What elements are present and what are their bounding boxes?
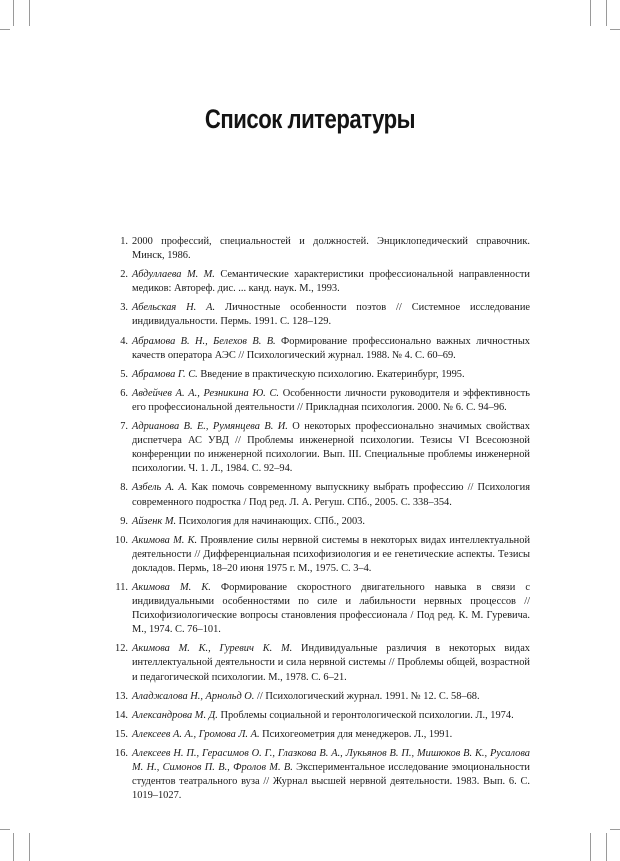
reference-item [112,301,530,329]
reference-text: Проблемы социальной и геронтологической психологии. Л., 1974. [217,709,514,721]
reference-author: Акимова М. К. [132,534,198,546]
reference-item [112,335,530,363]
crop-mark-top-left-inner [29,0,30,26]
reference-item [112,534,530,576]
reference-item [112,235,530,263]
reference-number: 14. [115,709,128,721]
reference-author: Азбель А. А. [132,482,188,494]
crop-mark-top-right-h [610,29,620,30]
reference-text: Личностные особенности поэтов // Системное исследование индивидуальности. Пермь. 1991. С. 128–129. [132,302,530,328]
crop-mark-top-left-h [0,29,10,30]
reference-text: Особенности личности руководителя и эффективность его профессиональной деятельности // Прикладная психология. 2000. № 6. С. 94–96. [132,387,530,413]
crop-mark-bottom-right-inner [606,833,607,861]
reference-text: Формирование профессионально важных личностных качеств оператора АЭС // Психологический журнал. 1988. № 4. С. 60–69. [132,335,531,361]
reference-item [112,690,530,704]
reference-list [112,235,530,808]
reference-number: 10. [115,534,128,546]
reference-number: 11. [115,581,128,593]
reference-number: 7. [120,421,128,433]
reference-text: Семантические характеристики профессиональной направленности медиков: Автореф. дис. ... канд. наук. М., 1993. [132,269,530,295]
reference-number: 15. [115,728,128,740]
reference-item [112,387,530,415]
reference-text: // Психологический журнал. 1991. № 12. С. 58–68. [254,690,480,702]
reference-author: Абрамова В. Н., Белехов В. В. [132,335,276,347]
reference-author: Абдуллаева М. М. [132,269,215,281]
reference-item [112,515,530,529]
reference-author: Абельская Н. А. [132,302,216,314]
reference-number: 8. [120,482,128,494]
reference-number: 2. [120,269,128,281]
reference-text: Экспериментальное исследование эмоциональности студентов театрального вуза // Журнал высшей нервной деятельности. 1983. Вып. 6. С. 1019–1027. [132,762,530,802]
crop-mark-bottom-left-h [0,829,10,830]
page-title: Список литературы [204,104,416,134]
reference-item [112,420,530,476]
reference-text: Психология для начинающих. СПб., 2003. [176,515,365,527]
reference-item [112,747,530,803]
reference-item [112,368,530,382]
reference-author: Александрова М. Д. [132,709,218,721]
reference-author: Аладжалова Н., Арнольд О. [132,690,255,702]
reference-number: 3. [120,302,128,314]
crop-mark-bottom-right-h [610,829,620,830]
reference-author: Айзенк М. [132,515,177,527]
reference-item [112,642,530,684]
reference-author: Алексеев А. А., Громова Л. А. [132,728,260,740]
reference-number: 4. [120,335,128,347]
reference-author: Акимова М. К. [132,581,211,593]
reference-item [112,581,530,637]
reference-author: Акимова М. К., Гуревич К. М. [132,643,293,655]
reference-text: Психогеометрия для менеджеров. Л., 1991. [259,728,453,740]
reference-text: 2000 профессий, специальностей и должностей. Энциклопедический справочник. Минск, 1986. [132,236,530,262]
reference-author: Абрамова Г. С. [132,368,198,380]
crop-mark-bottom-left [13,833,14,861]
crop-mark-top-right-inner [606,0,607,26]
crop-mark-bottom-right [590,833,591,861]
reference-number: 12. [115,643,128,655]
reference-text: Введение в практическую психологию. Екатеринбург, 1995. [197,368,465,380]
reference-number: 6. [120,387,128,399]
reference-author: Алексеев Н. П., Герасимов О. Г., Глазкова В. А., Лукьянов В. П., Мишюков В. К., Русалова М. Н., Симонов П. В., Фролов М. В. [132,747,530,773]
crop-mark-bottom-left-inner [29,833,30,861]
reference-number: 5. [120,368,128,380]
reference-item [112,268,530,296]
reference-author: Адрианова В. Е., Румянцева В. И. [132,421,288,433]
reference-text: Индивидуальные различия в некоторых видах интеллектуальной деятельности и сила нервной системы // Проблемы общей, возрастной и педагогической психологии. М., 1978. С. 6–21. [132,643,530,683]
reference-text: Как помочь современному выпускнику выбрать профессию // Психология современного подростка / Под ред. Л. А. Регуш. СПб., 2005. С. 338–354. [132,482,530,508]
reference-author: Авдейчев А. А., Резникина Ю. С. [132,387,279,399]
reference-number: 1. [120,236,128,247]
reference-item [112,728,530,742]
reference-number: 13. [115,690,128,702]
crop-mark-top-left [13,0,14,26]
reference-number: 9. [120,515,128,527]
reference-item [112,481,530,509]
reference-text: Проявление силы нервной системы в некоторых видах интеллектуальной деятельности // Дифференциальная психофизиология и ее генетические аспекты. Тезисы докладов. Пермь, 18–20 июня 1975 г. М., 1975. С. 3–4. [132,534,530,574]
reference-text: О некоторых профессионально значимых свойствах диспетчера АС УВД // Проблемы инженерной психологии. Тезисы VI Всесоюзной конференции по инженерной психологии. Вып. III. Специальные проблемы инженерной психологии. Ч. 1. Л., 1984. С. 92–94. [132,421,530,475]
reference-text: Формирование скоростного двигательного навыка в связи с индивидуальными особенностями по силе и лабильности нервных процессов // Психофизиологические вопросы становления профессионала / Под ред. К. М. Гуревича. М., 1974. С. 76–101. [132,581,530,636]
crop-mark-top-right [590,0,591,26]
reference-number: 16. [115,747,128,759]
reference-item [112,709,530,723]
